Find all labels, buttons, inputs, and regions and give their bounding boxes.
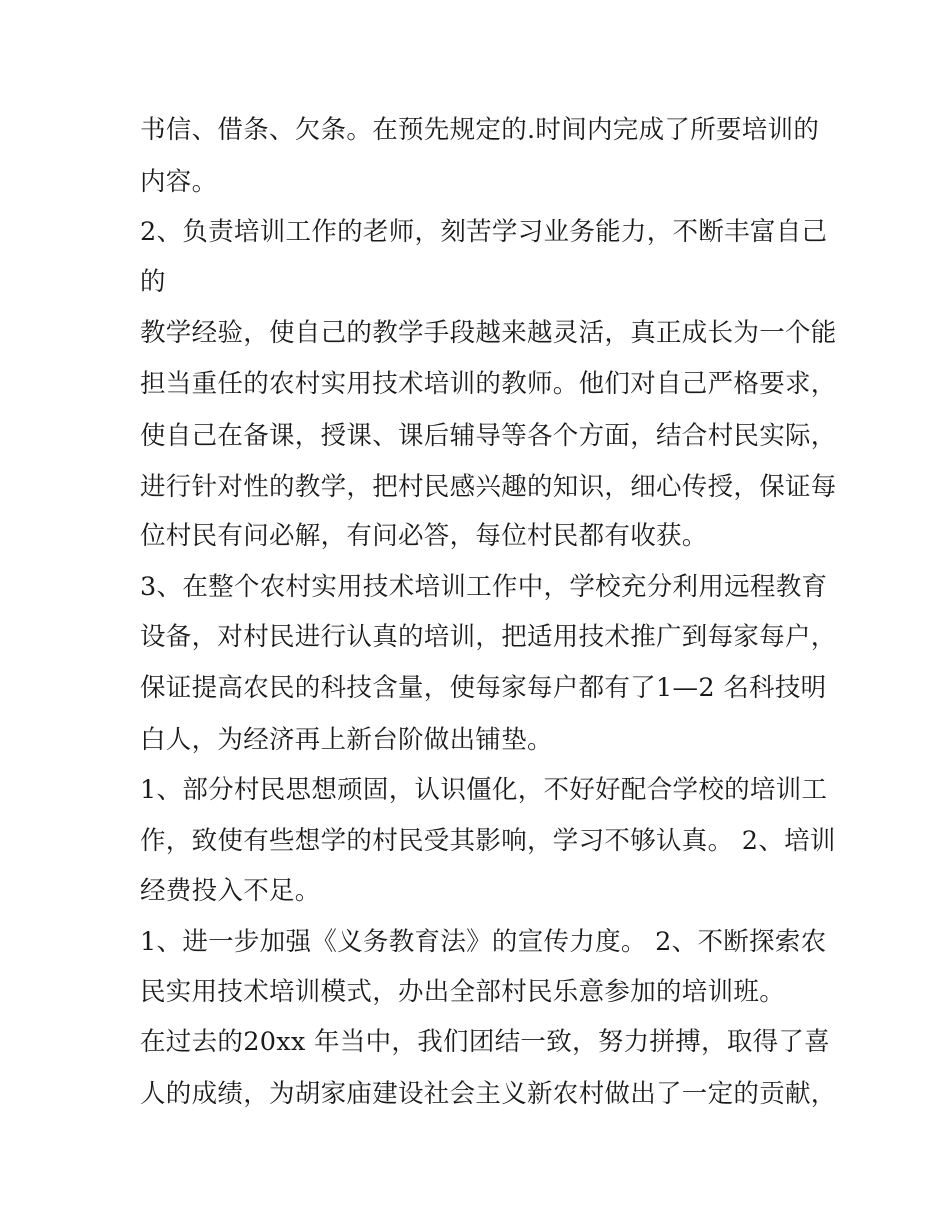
text-line: 使自己在备课，授课、课后辅导等各个方面，结合村民实际， xyxy=(140,421,837,451)
text-line: 保证提高农民的科技含量，使每家每户都有了1—2 名科技明 xyxy=(140,673,827,703)
text-line: 的 xyxy=(140,267,166,297)
text-line: 担当重任的农村实用技术培训的教师。他们对自己严格要求， xyxy=(140,369,837,399)
text-line: 在过去的20xx 年当中，我们团结一致，努力拼搏，取得了喜 xyxy=(140,1027,831,1057)
text-line: 位村民有问必解，有问必答，每位村民都有收获。 xyxy=(140,521,708,551)
text-line: 人的成绩，为胡家庙建设社会主义新农村做出了一定的贡献， xyxy=(140,1079,837,1109)
text-line: 内容。 xyxy=(140,167,218,197)
text-line: 1、进一步加强《义务教育法》的宣传力度。 2、不断探索农 xyxy=(140,927,827,957)
text-line: 教学经验，使自己的教学手段越来越灵活，真正成长为一个能 xyxy=(140,318,837,348)
text-line: 白人，为经济再上新台阶做出铺垫。 xyxy=(140,725,553,755)
text-line: 3、在整个农村实用技术培训工作中，学校充分利用远程教育 xyxy=(140,572,828,602)
text-line: 作，致使有些想学的村民受其影响，学习不够认真。 2、培训 xyxy=(140,826,836,856)
text-line: 民实用技术培训模式，办出全部村民乐意参加的培训班。 xyxy=(140,977,786,1007)
text-line: 进行针对性的教学，把村民感兴趣的知识，细心传授，保证每 xyxy=(140,472,837,502)
text-line: 1、部分村民思想顽固，认识僵化，不好好配合学校的培训工 xyxy=(140,775,828,805)
text-line: 书信、借条、欠条。在预先规定的.时间内完成了所要培训的 xyxy=(140,115,820,145)
text-line: 2、负责培训工作的老师，刻苦学习业务能力，不断丰富自己 xyxy=(140,217,828,247)
text-line: 设备，对村民进行认真的培训，把适用技术推广到每家每户， xyxy=(140,622,837,652)
text-line: 经费投入不足。 xyxy=(140,876,321,906)
